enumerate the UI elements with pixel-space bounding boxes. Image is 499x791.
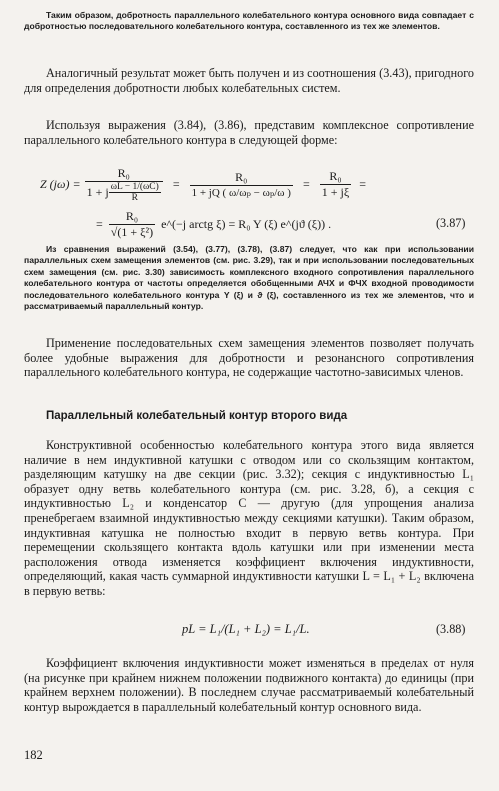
- paragraph-analog-result: Аналогичный результат может быть получен и из соотношения (3.43), пригодного для определения добротности любых колебательных систем.: [24, 66, 474, 95]
- eq-fraction-2: $\frac{\text{R₀}}{\text{1 + jQ ( ω/ωₚ − ωₚ/ω )}}$: [191, 169, 291, 199]
- eq-nested-fraction: $\frac{\omega L - 1/(\omega C)}{R}$: [110, 181, 159, 203]
- paragraph-using-expressions: Используя выражения (3.84), (3.86), представим комплексное сопротивление параллельного колебательного контура в следующей форме:: [24, 118, 474, 147]
- middle-bold-paragraph: Из сравнения выражений (3.54), (3.77), (3.78), (3.87) следует, что как при использовании параллельных схем замещения элементов (см. рис. 3.29), так и при использовании последовательных схем замещения (см. рис. 3.30) зависимость комплексного входного сопротивления параллельного колебательного контура от частоты определяется обобщенными АЧХ и ФЧХ входной проводимости последовательного колебательного контура Y (ξ) и ϑ (ξ), составленного из тех же элементов, что и рассматриваемый параллельный контур.: [24, 244, 474, 312]
- equation-387-line1: Z (jω) = R₀ 1 + j $\frac{\omega L - 1/(\omega C)}{R}$ = $\frac{\text{R₀}}{\text{1 + jQ ( ω/ωₚ − ωₚ/ω )}}$ = $\frac{\text{R₀}}{1 + j\xi}$ =: [40, 165, 366, 203]
- equation-387-line2: = $\frac{\text{R₀}}{\text{√(1 + ξ²)}}$ e^(−j arctg ξ) = R₀ Y (ξ) e^(jϑ (ξ)) .: [96, 208, 332, 239]
- eq-fraction-sqrt: $\frac{\text{R₀}}{\text{√(1 + ξ²)}}$: [110, 208, 154, 239]
- top-bold-paragraph: Таким образом, добротность параллельного колебательного контура основного вида совпадает с добротностью последовательного колебательного контура, составленного из тех же элементов.: [24, 10, 474, 32]
- equation-number-388: (3.88): [436, 622, 466, 636]
- page-number: 182: [24, 748, 43, 762]
- equation-388: pL = L₁/(L₁ + L₂) = L₁/L.: [182, 622, 310, 636]
- paragraph-construction: Конструктивной особенностью колебательного контура этого вида является наличие в нем индуктивной катушки с отводом или со скользящим контактом, разделяющим катушку на две секции (рис. 3.32); секция с индуктивностью L₁ образует одну ветвь колебательного контура (см. рис. 3.28, б), а секция с индуктивностью L₂ и конденсатор C — другую (для упрощения анализа пренебрегаем взаимной индуктивностью между секциями катушки). Таким образом, индуктивная катушка не полностью входит в первую ветвь контура. При перемещении скользящего контакта вдоль катушки или при изменении места расположения отвода изменяется коэффициент включения индуктивности, определяющий, какая часть суммарной индуктивности катушки L = L₁ + L₂ включена в первую ветвь:: [24, 438, 474, 598]
- eq-fraction-1-den: 1 + j $\frac{\omega L - 1/(\omega C)}{R}$: [86, 181, 159, 203]
- paragraph-application: Применение последовательных схем замещения элементов позволяет получать более удобные выражения для добротности и резонансного сопротивления параллельного колебательного контура, не содержащие частотно-зависимых членов.: [24, 336, 474, 380]
- equation-number-387: (3.87): [436, 216, 466, 230]
- eq-fraction-1: R₀ 1 + j $\frac{\omega L - 1/(\omega C)}{R}$: [85, 166, 163, 203]
- eq-lhs: Z (jω) =: [40, 176, 81, 191]
- paragraph-coefficient: Коэффициент включения индуктивности может изменяться в пределах от нуля (на рисунке при крайнем нижнем положении подвижного контакта) до единицы (при крайнем верхнем положении). В последнем случае рассматриваемый колебательный контур вырождается в параллельный колебательный контур основного вида.: [24, 656, 474, 714]
- section-heading: Параллельный колебательный контур второго вида: [46, 410, 348, 422]
- eq-fraction-3: $\frac{\text{R₀}}{1 + j\xi}$: [321, 168, 350, 199]
